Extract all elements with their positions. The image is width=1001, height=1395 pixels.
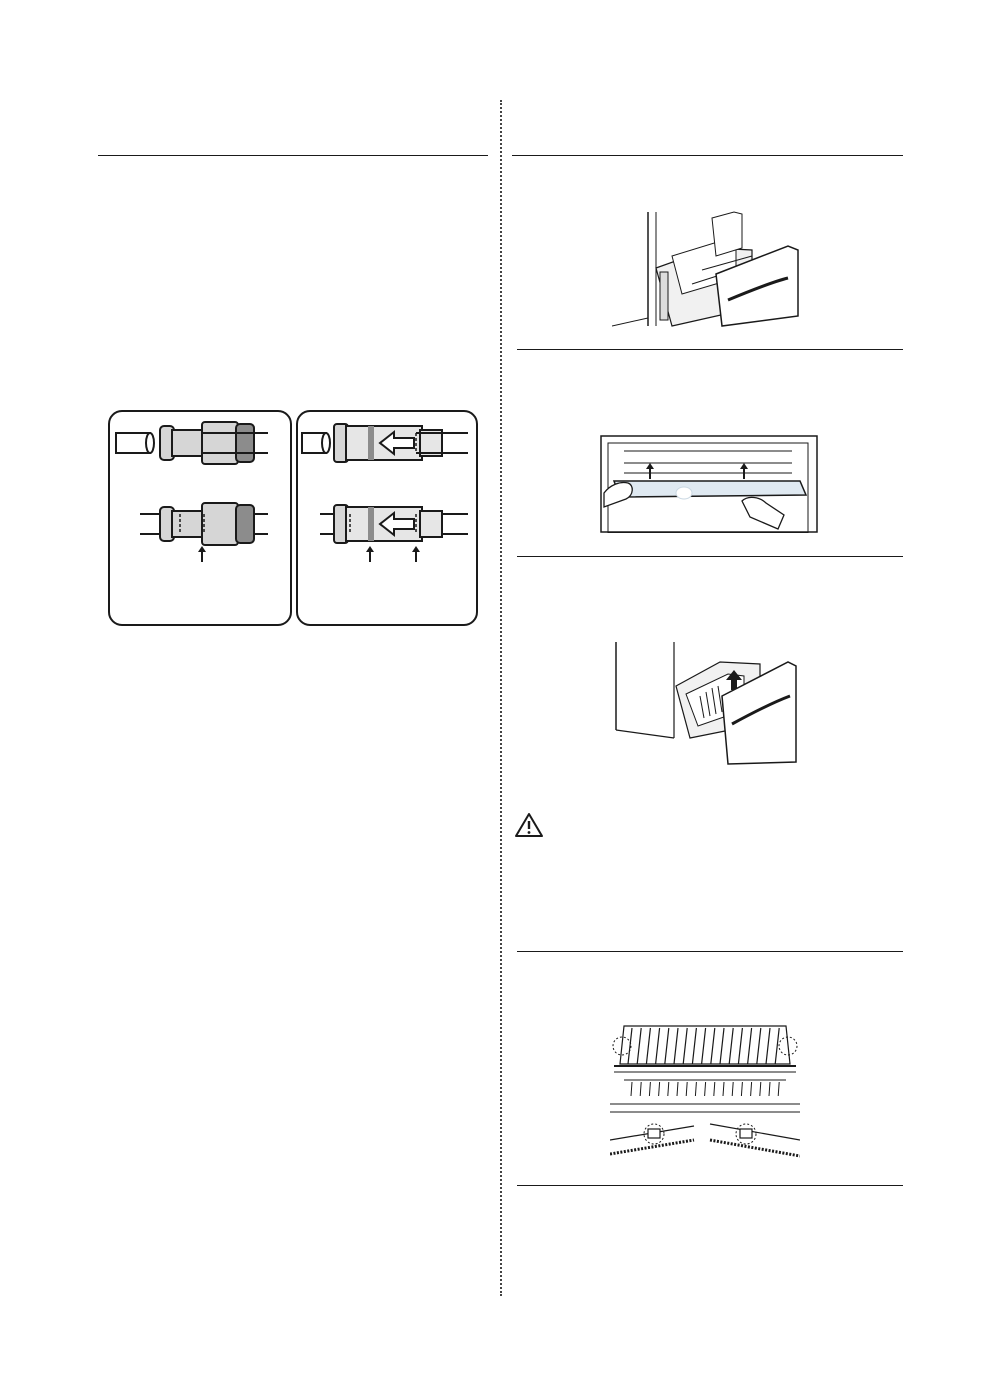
up-arrow-icon [198,546,206,562]
remove-basket-illustration [610,640,800,766]
freezer-drawer-open-illustration [612,208,812,328]
left-section-rule [98,155,488,156]
water-filter-fitting-illustration [298,412,476,624]
right-section-rule-5 [517,1185,903,1186]
tube-fitting-illustration [110,412,290,624]
shelf-rails-illustration [610,1016,800,1166]
tube-fitting-panel [108,410,292,626]
right-section-rule-1 [512,155,903,156]
right-section-rule-3 [517,556,903,557]
water-filter-fitting-panel [296,410,478,626]
right-section-rule-4 [517,951,903,952]
warning-triangle-icon [514,812,544,838]
column-divider [500,100,502,1296]
up-arrow-icon [366,546,420,562]
right-section-rule-2 [517,349,903,350]
lift-shelf-illustration [600,435,818,533]
